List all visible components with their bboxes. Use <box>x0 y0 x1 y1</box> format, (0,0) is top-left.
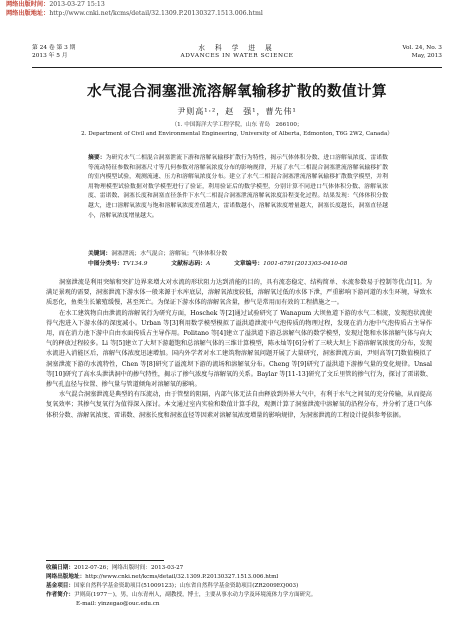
body-paragraph: 在水工建筑物自由泄流的溶解氧行为研究方面，Hoschek 等[2]通过试验研究了 Wanapum 大坝鱼道下游的水气二相流，发现泡状流使得气泡进入下游水体的深度减小。Urban 等[3]利用数学模型模拟了溢洪道泄流中气泡传质的物理过程，发现在消力池中气泡传质占主导作用，而在消力池下游中自由水面传质占主导作用。Politano 等[4]建立了溢洪道下游总溶解气体的数学模型，发现过饱和水体溶解气体与向大气的释放过程较多。Li 等[5]建立了大坝下游超饱和总溶解气体的三维计算模型，陈永灿等[6]分析了三峡大坝上下游溶解氧浓度的分布，发现水流进入消能区后，溶解气体浓度迅速增加。国内外学者对水工建筑物溶解氧问题开展了大量研究，洞塞泄流方面，尹则高等[7]数值模拟了洞塞泄流下游的水流特性，Chen 等[8]研究了溢流坝下游的流场和溶解氧分布。Cheng 等[9]研究了溢洪道下游掺气量的变化规律。Unsal 等[10]研究了高水头泄洪洞中的掺气特性，揭示了掺气浓度与溶解氧的关系。Baylar 等[11-13]研究了文丘里管的掺气行为，探讨了雷诺数、掺气孔直径与位置、掺气量与管道倾角对溶解氧的影响。 <box>46 309 432 389</box>
footnote-funding <box>46 582 436 591</box>
classification-line <box>88 260 388 269</box>
document-code-label: 文献标志码： <box>171 261 207 267</box>
affiliation-1: （1. 中国海洋大学工程学院，山东 青岛 266100； <box>171 122 303 128</box>
online-publish-time-label: 网络出版时间： <box>6 1 50 8</box>
article-number <box>234 261 347 267</box>
journal-header <box>32 44 442 68</box>
footnote-author-bio <box>46 591 436 600</box>
online-publication-banner <box>6 0 466 18</box>
clc-number <box>88 261 147 267</box>
footnote-label: 收稿日期： <box>46 565 74 571</box>
keywords <box>88 250 388 259</box>
footnote-email <box>46 600 436 609</box>
paper-title: 水气混合洞塞泄流溶解氧输移扩散的数值计算 <box>87 84 387 100</box>
footnote-text: 2012-07-26；网络出版时间：2013-03-27 <box>73 565 184 571</box>
footnote-label: 作者简介： <box>46 592 74 598</box>
footnote-received <box>46 564 436 573</box>
footnote-online-address <box>46 573 436 582</box>
online-publish-address <box>6 9 466 18</box>
footnote-text: 尹则高(1977－)，男，山东青州人，副教授，博士，主要从事水动力学及环境流体力学方面研究。 <box>73 592 317 598</box>
clc-value: TV134.9 <box>122 261 148 267</box>
body-paragraph: 洞塞泄流是利用突缩和突扩边界来增大对水流的形状阻力达到消能的目的，具有流态稳定、结构简单、水流参数易于控制等优点[1]。为满足景观的需要，洞塞泄流下游水体一般来源于水库底层，溶解氧浓度较低，溶解氧过低的水体下泄，严重影响下游河道的水生环境，导致水质恶化，鱼类生长繁殖缓慢，甚至死亡。为保证下游水体的溶解氧含量，掺气是常用而有效的工程措施之一。 <box>46 279 432 307</box>
publication-month: 2013 年 5 月 <box>32 53 68 59</box>
clc-label: 中图分类号： <box>88 261 123 267</box>
journal-name <box>32 44 442 60</box>
abstract-label: 摘要： <box>88 155 106 161</box>
online-publish-address-link[interactable]: http://www.cnki.net/kcms/detail/32.1309.P.20130327.1513.006.html <box>49 10 263 17</box>
body-paragraph: 水气混合洞塞泄流是典型的有压流动，由于管壁的阻隔，内部气体无法自由释放到外界大气中，有利于水气之间氧的充分传输，从而提高复氧效率；其掺气复氧行为值得深入探讨。本文通过室内实验和数值计算手段，观测计算了洞塞泄流中溶解氧的沿程分布，并分析了进口气体体积分数、溶解氧浓度、雷诺数、洞塞长度和洞塞直径等因素对溶解氧浓度增量的影响规律，为洞塞泄流的工程设计提供参考依据。 <box>46 391 432 419</box>
keywords-text: 洞塞泄流；水气混合；溶解氧；气体体积分数 <box>111 251 228 257</box>
footnote-divider <box>46 560 164 561</box>
footnote-link[interactable]: http://www.cnki.net/kcms/detail/32.1309.P.20130327.1513.006.html <box>85 574 279 580</box>
footnote-text: 国家自然科学基金资助项目(51009123)；山东省自然科学基金资助项目(ZR2009EQ003) <box>73 583 299 589</box>
footnote-label: 网络出版地址： <box>46 574 86 580</box>
volume-issue: 第 24 卷 第 3 期 <box>32 45 76 51</box>
abstract <box>88 154 388 221</box>
keywords-label: 关键词： <box>88 251 112 257</box>
online-publish-time <box>6 0 466 9</box>
affiliation-2: 2. Department of Civil and Environmental Engineering, University of Alberta, Edmonton, T6G 2W2, Canada） <box>81 131 393 137</box>
online-publish-address-label: 网络出版地址： <box>6 10 50 17</box>
paper-authors: 尹则高¹·²，赵 强¹，曹先伟¹ <box>177 107 297 116</box>
online-publish-time-value: 2013-03-27 15:13 <box>49 1 105 8</box>
footnotes <box>46 564 436 609</box>
footnote-label: 基金项目： <box>46 583 74 589</box>
abstract-text: 为研究水气二相混合洞塞泄流下游和溶解氧输移扩散行为特性，揭示气体体积分数、进口溶解氧浓度、雷诺数等流动特征参数和洞塞尺寸等几何参数对溶解氧浓度分布的影响规律，开展了水气二相混合洞塞泄流溶解氧输移扩散的室内模型试验，观测流速、压力和溶解氧浓度分布。建立了水气二相混合洞塞泄流溶解氧输移扩散数学模型，并利用物理模型试验数据对数学模型进行了验证，利用验证后的数学模型，分别计算不同进口气体体积分数、溶解氧浓度、雷诺数、洞塞长度和洞塞直径条件下水气二相混合洞塞泄流溶解氧浓度沿程变化过程。结果发现：气体体积分数越大，进口溶解氧浓度与饱和溶解氧浓度差值越大，雷诺数越小，溶解氧浓度增量越大，洞塞长度越长，洞塞直径越小，溶解氧浓度增量越大。 <box>88 155 388 219</box>
volume-issue-english: Vol. 24, No. 3 <box>402 45 442 51</box>
document-code-value: A <box>206 261 211 267</box>
journal-name-chinese: 水 科 学 进 展 <box>198 44 276 52</box>
document-code <box>171 261 210 267</box>
article-number-label: 文章编号： <box>234 261 264 267</box>
article-number-value: 1001-6791(2013)03-0410-08 <box>263 261 348 267</box>
journal-name-english: ADVANCES IN WATER SCIENCE <box>180 53 294 59</box>
publication-month-english: May, 2013 <box>411 53 442 59</box>
author-email[interactable]: E-mail: yinzegao@ouc.edu.cn <box>76 601 160 607</box>
journal-volume-info-english <box>402 44 442 60</box>
body-text <box>46 278 432 421</box>
